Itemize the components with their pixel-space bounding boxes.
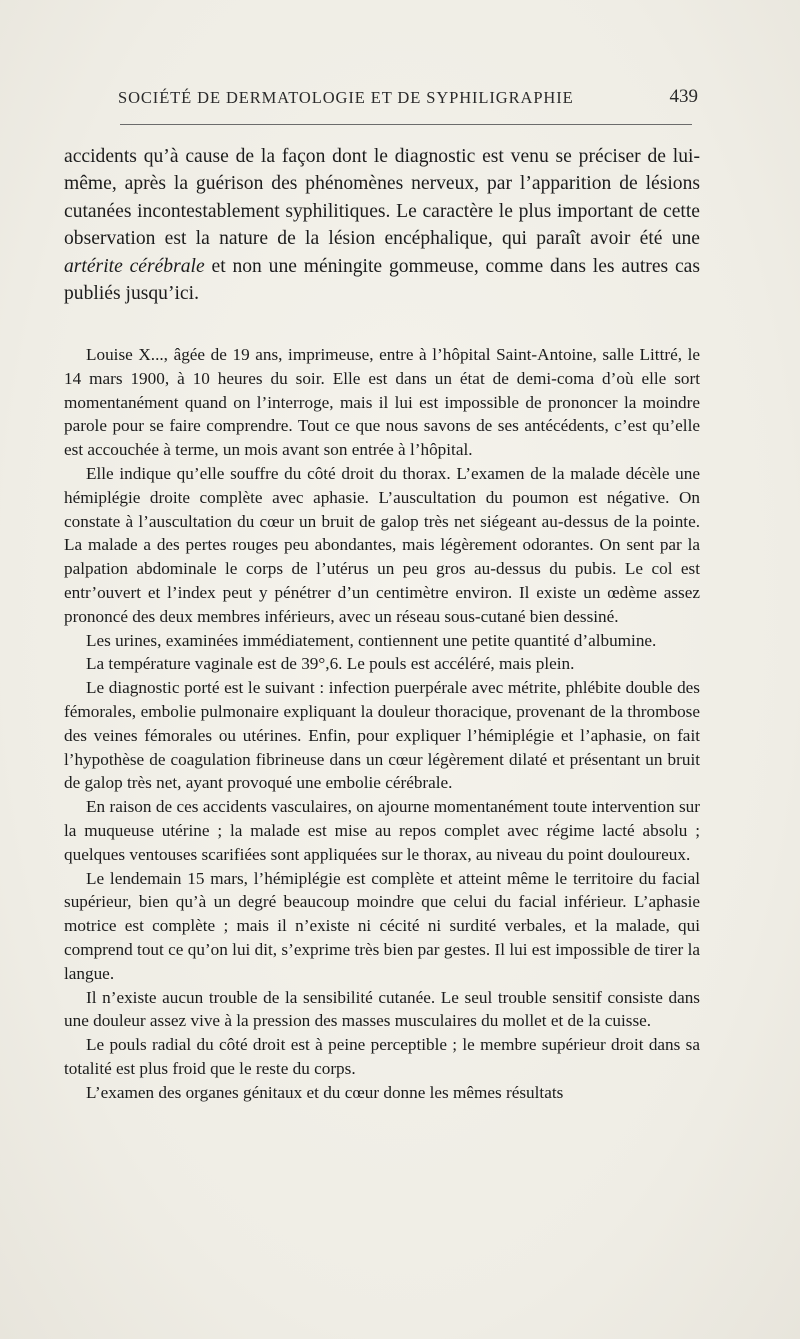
observation-body <box>64 343 700 1105</box>
paragraph-sensibility: Il n’existe aucun trouble de la sensibilité cutanée. Le seul trouble sensitif consiste dans une douleur assez vive à la pression des masses musculaires du mollet et de la cuisse. <box>64 987 700 1031</box>
paragraph-admission: Louise X..., âgée de 19 ans, imprimeuse, entre à l’hôpital Saint-Antoine, salle Littré, le 14 mars 1900, à 10 heures du soir. Elle est dans un état de demi-coma d’où elle sort momentanément quand on l’interroge, mais il lui est impossible de prononcer la moindre parole pour se faire comprendre. Tout ce que nous savons de ses antécédents, c’est qu’elle est accouchée à terme, un mois avant son entrée à l’hôpital. <box>64 345 700 460</box>
paragraph-pulse: Le pouls radial du côté droit est à peine perceptible ; le membre supérieur droit dans sa totalité est plus froid que le reste du corps. <box>64 1035 700 1078</box>
paragraph-temperature: La température vaginale est de 39°,6. Le pouls est accéléré, mais plein. <box>86 654 575 674</box>
running-head <box>118 88 698 108</box>
running-title: SOCIÉTÉ DE DERMATOLOGIE ET DE SYPHILIGRAPHIE <box>118 88 574 107</box>
paragraph-genital-exam: L’examen des organes génitaux et du cœur donne les mêmes résultats <box>86 1082 564 1102</box>
paragraph-next-day: Le lendemain 15 mars, l’hémiplégie est complète et atteint même le territoire du facial supérieur, bien qu’à un degré beaucoup moindre que celui du facial inférieur. L’aphasie motrice est complète ; mais il n’existe ni cécité ni surdité verbales, et la malade, qui comprend tout ce qu’on lui dit, s’exprime très bien par gestes. Il lui est impossible de tirer la langue. <box>64 868 700 983</box>
page-number: 439 <box>669 86 698 107</box>
intro-italic-term: artérite cérébrale <box>64 255 205 277</box>
intro-paragraph <box>64 143 700 307</box>
paragraph-examination: Elle indique qu’elle souffre du côté droit du thorax. L’examen de la malade décèle une hémiplégie droite complète avec aphasie. L’auscultation du poumon est négative. On constate à l’auscultation du cœur un bruit de galop très net siégeant au-dessus de la pointe. La malade a des pertes rouges peu abondantes, mais légèrement odorantes. On sent par la palpation abdominale le corps de l’utérus un peu gros au-dessus du pubis. Le col est entr’ouvert et l’index peut y pénétrer d’un centimètre environ. Il existe un œdème assez prononcé des deux membres inférieurs, avec un réseau sous-cutané bien dessiné. <box>64 463 700 626</box>
paragraph-urines: Les urines, examinées immédiatement, contiennent une petite quantité d’albumine. <box>86 630 657 650</box>
header-rule <box>120 124 692 125</box>
intro-text-start: accidents qu’à cause de la façon dont le diagnostic est venu se préciser de lui-même, après la guérison des phénomènes nerveux, par l’apparition de lésions cutanées incontestablement syphilitiques. Le caractère le plus important de cette observation est la nature de la lésion encéphalique, qui paraît avoir été une <box>64 146 700 250</box>
paragraph-treatment: En raison de ces accidents vasculaires, on ajourne momentanément toute intervention sur la muqueuse utérine ; la malade est mise au repos complet avec régime lacté absolu ; quelques ventouses scarifiées sont appliquées sur le thorax, au niveau du point douloureux. <box>64 797 700 864</box>
intro-text-end: et non une méningite gommeuse, comme dans les autres cas publiés jusqu’ici. <box>64 255 700 305</box>
paragraph-diagnosis: Le diagnostic porté est le suivant : infection puerpérale avec métrite, phlébite double des fémorales, embolie pulmonaire expliquant la douleur thoracique, provenant de la thrombose des veines fémorales ou utérines. Enfin, pour expliquer l’hémiplégie et l’aphasie, on fait l’hypothèse de coagulation fibrineuse dans un cœur légèrement dilaté et présentant un bruit de galop très net, ayant provoqué une embolie cérébrale. <box>64 678 700 793</box>
